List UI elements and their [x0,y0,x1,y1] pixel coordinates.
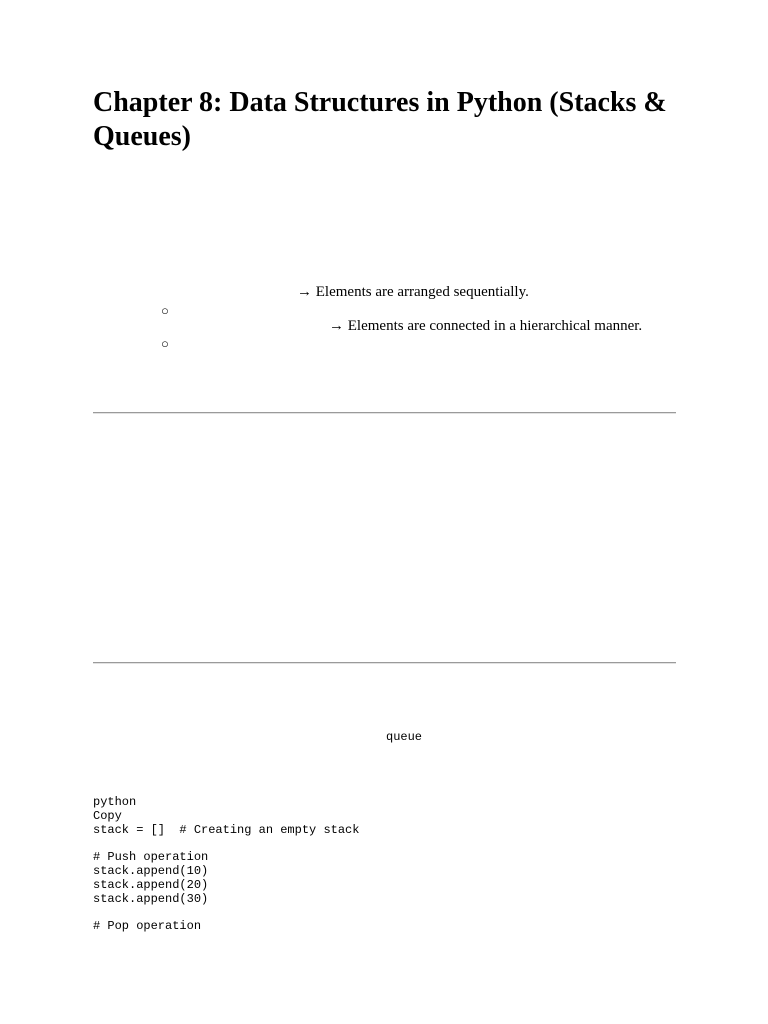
code-line: # Pop operation [93,919,202,934]
code-line: stack.append(10) [93,863,209,878]
inline-code-queue: queue [386,730,423,744]
code-language-label: python [93,795,137,809]
code-line: stack = [] # Creating an empty stack [93,822,360,837]
copy-code-button[interactable]: Copy [93,808,122,823]
python-code-block [93,796,359,934]
chapter-title: Chapter 8: Data Structures in Python (Stacks & Queues) [93,87,667,152]
code-line [93,906,359,920]
code-line: # Push operation [93,850,209,865]
linear-structure-description: → Elements are arranged sequentially. [297,284,529,300]
code-line: stack.append(30) [93,891,209,906]
hierarchical-structure-description: → Elements are connected in a hierarchical manner. [329,318,643,334]
code-line [93,837,359,851]
list-bullet: ○ [161,303,169,318]
section-divider [93,662,676,664]
list-bullet: ○ [161,336,169,351]
code-line: stack.append(20) [93,877,209,892]
section-divider [93,412,676,414]
